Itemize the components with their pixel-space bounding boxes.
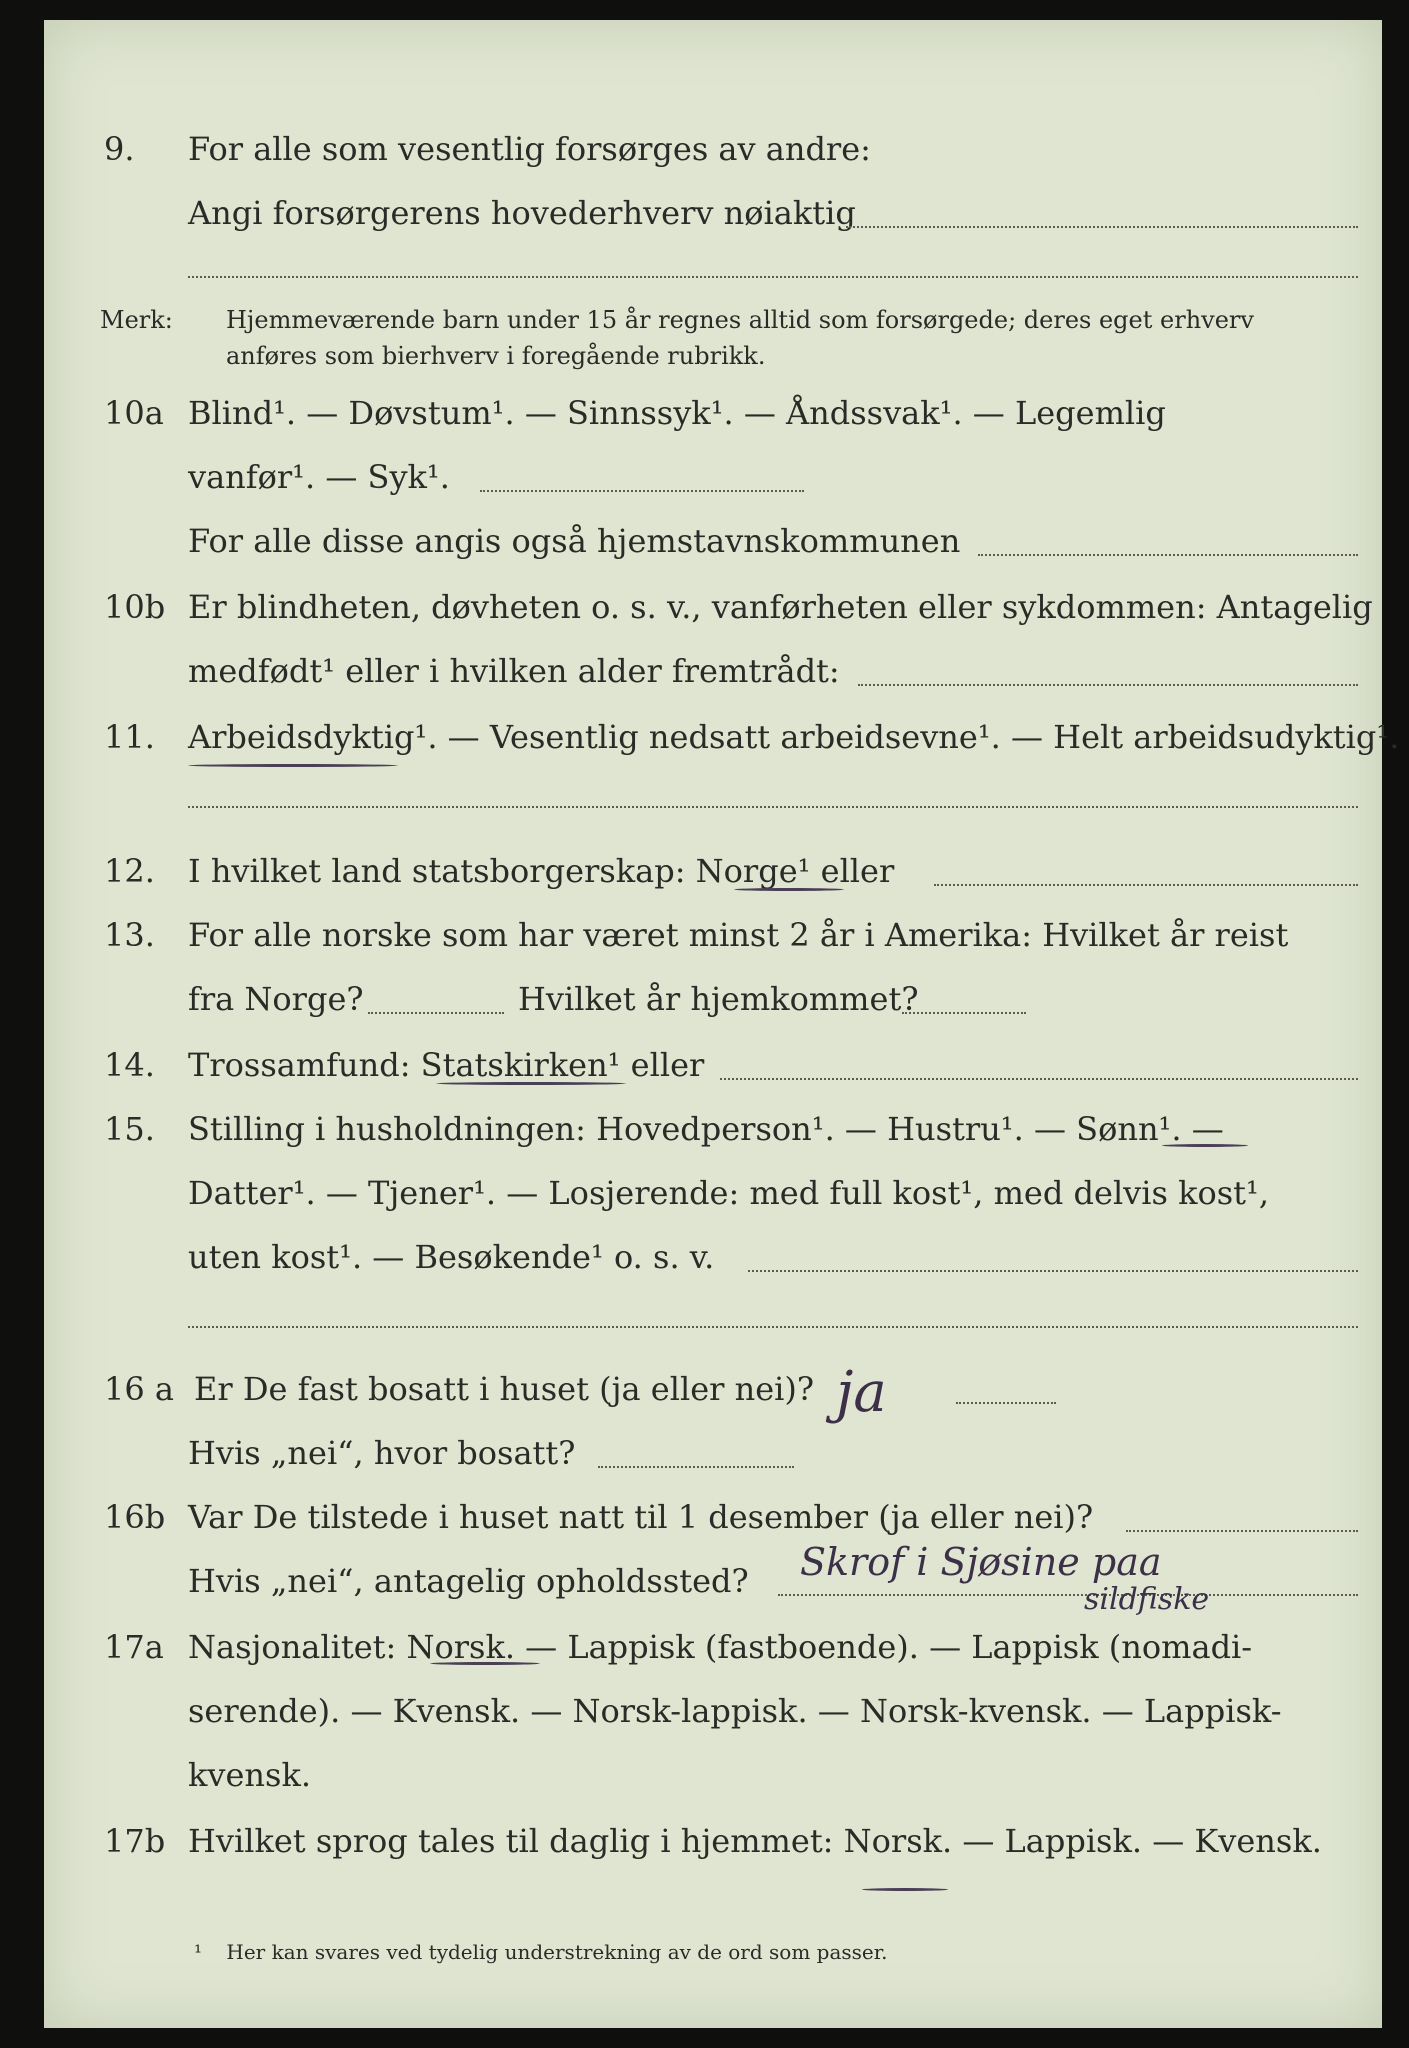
q10b-number: 10b (104, 588, 166, 626)
q16a-text-1: Er De fast bosatt i huset (ja eller nei)? (194, 1370, 815, 1408)
q15-text-3: uten kost¹. — Besøkende¹ o. s. v. (188, 1238, 715, 1276)
statskirken-underline (436, 1082, 626, 1085)
q17a-row (44, 1618, 1382, 1678)
q13-hjemkommet-line[interactable] (902, 1012, 1026, 1014)
q16b-row (44, 1488, 1382, 1548)
q11-answer-line[interactable] (188, 806, 1358, 808)
q17a-text-1: Nasjonalitet: Norsk. — Lappisk (fastboende). — Lappisk (nomadi- (188, 1628, 1253, 1666)
footnote-mark: ¹ (194, 1940, 203, 1964)
q13-reist-line[interactable] (368, 1012, 504, 1014)
q13-text-2b: Hvilket år hjemkommet? (518, 980, 919, 1018)
q10b-row-2 (44, 642, 1382, 702)
q16b-handwritten-answer-2: sildfiske (1084, 1582, 1210, 1617)
merk-text-1: Hjemmeværende barn under 15 år regnes alltid som forsørgede; deres eget erhverv (226, 306, 1254, 334)
q16b-answer-line[interactable] (1126, 1530, 1358, 1532)
merk-label: Merk: (100, 306, 173, 334)
q10b-answer-line[interactable] (858, 684, 1358, 686)
q10a-number: 10a (104, 394, 164, 432)
q15-row-3 (44, 1228, 1382, 1288)
census-form-page (44, 20, 1400, 2028)
q15-row-2 (44, 1164, 1382, 1224)
q16a-number: 16 a (104, 1370, 174, 1408)
q16b-handwritten-answer-1: Skrof i Sjøsine paa (800, 1540, 1162, 1584)
q13-text-2a: fra Norge? (188, 980, 364, 1018)
q17b-number: 17b (104, 1822, 166, 1860)
q9-text-2: Angi forsørgerens hovederhverv nøiaktig (188, 194, 856, 232)
q11-number: 11. (104, 718, 155, 756)
q16b-text-2: Hvis „nei“, antagelig opholdssted? (188, 1562, 749, 1600)
q16a-handwritten-answer: ja (836, 1360, 887, 1425)
q10b-row (44, 578, 1382, 638)
q15-row (44, 1100, 1382, 1160)
q17b-row (44, 1812, 1382, 1872)
q14-text: Trossamfund: Statskirken¹ eller (188, 1046, 705, 1084)
q9-answer-line[interactable] (846, 226, 1358, 228)
q10a-text-3: For alle disse angis også hjemstavnskommunen (188, 522, 961, 560)
footnote-text: Her kan svares ved tydelig understrekning av de ord som passer. (226, 1940, 888, 1964)
q10b-text-2: medfødt¹ eller i hvilken alder fremtrådt: (188, 652, 840, 690)
q10a-syk-line[interactable] (480, 490, 804, 492)
q9-row (44, 120, 1382, 180)
q9-row-2 (44, 184, 1382, 244)
q12-row (44, 842, 1382, 902)
q10a-text-2: vanfør¹. — Syk¹. (188, 458, 450, 496)
q15-text-1: Stilling i husholdningen: Hovedperson¹. — Hustru¹. — Sønn¹. — (188, 1110, 1224, 1148)
q17a-text-3: kvensk. (188, 1756, 311, 1794)
q17b-pen-mark (862, 1888, 948, 1891)
q16a-answer-line[interactable] (956, 1402, 1056, 1404)
q10b-text-1: Er blindheten, døvheten o. s. v., vanførheten eller sykdommen: Antagelig (188, 588, 1373, 626)
q13-row-2 (44, 970, 1382, 1030)
q12-text: I hvilket land statsborgerskap: Norge¹ eller (188, 852, 895, 890)
q16b-text-1: Var De tilstede i huset natt til 1 desember (ja eller nei)? (188, 1498, 1094, 1536)
arbeidsdyktig-underline (188, 764, 398, 767)
q15-answer-line[interactable] (748, 1270, 1358, 1272)
q15-text-2: Datter¹. — Tjener¹. — Losjerende: med full kost¹, med delvis kost¹, (188, 1174, 1270, 1212)
q15-answer-line-2[interactable] (188, 1326, 1358, 1328)
q14-row (44, 1036, 1382, 1096)
footnote (194, 1940, 887, 1964)
norge-underline (734, 888, 844, 891)
q16a-text-2: Hvis „nei“, hvor bosatt? (188, 1434, 576, 1472)
q13-row (44, 906, 1382, 966)
q17a-row-3 (44, 1746, 1382, 1806)
q14-answer-line[interactable] (720, 1078, 1358, 1080)
q9-number: 9. (104, 130, 135, 168)
q11-row (44, 708, 1400, 768)
merk-note (44, 296, 1382, 370)
q16b-opholdssted-line[interactable] (778, 1594, 1358, 1596)
q9-answer-line-2[interactable] (188, 276, 1358, 278)
merk-text-2: anføres som bierhverv i foregående rubrikk. (226, 342, 766, 370)
q10a-row (44, 384, 1382, 444)
q16a-bosatt-line[interactable] (598, 1466, 794, 1468)
q16a-row-2 (44, 1424, 1382, 1484)
q13-number: 13. (104, 916, 155, 954)
q10a-text-1: Blind¹. — Døvstum¹. — Sinnssyk¹. — Åndssvak¹. — Legemlig (188, 394, 1166, 432)
norsk-underline (430, 1662, 540, 1665)
q12-number: 12. (104, 852, 155, 890)
q10a-row-2 (44, 448, 1382, 508)
q12-answer-line[interactable] (934, 884, 1358, 886)
q17a-text-2: serende). — Kvensk. — Norsk-lappisk. — Norsk-kvensk. — Lappisk- (188, 1692, 1282, 1730)
q17b-text: Hvilket sprog tales til daglig i hjemmet: Norsk. — Lappisk. — Kvensk. (188, 1822, 1322, 1860)
q17a-number: 17a (104, 1628, 164, 1666)
q14-number: 14. (104, 1046, 155, 1084)
q13-text-1: For alle norske som har været minst 2 år i Amerika: Hvilket år reist (188, 916, 1289, 954)
q10a-hjemstavn-line[interactable] (978, 554, 1358, 556)
q9-text-1: For alle som vesentlig forsørges av andre: (188, 130, 871, 168)
q15-number: 15. (104, 1110, 155, 1148)
q16a-row (44, 1360, 1382, 1420)
sonn-underline (1162, 1144, 1248, 1147)
q16b-number: 16b (104, 1498, 166, 1536)
q17a-row-2 (44, 1682, 1382, 1742)
q11-text: Arbeidsdyktig¹. — Vesentlig nedsatt arbeidsevne¹. — Helt arbeidsudyktig¹. (188, 718, 1400, 756)
q10a-row-3 (44, 512, 1382, 572)
